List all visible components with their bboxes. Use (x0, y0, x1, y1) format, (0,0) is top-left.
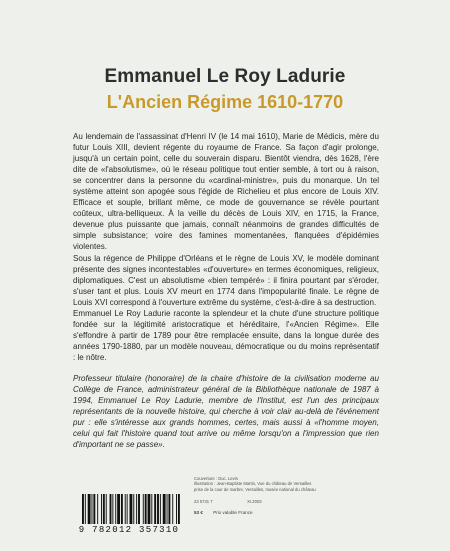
barcode-bar (133, 494, 134, 524)
barcode-bar (88, 494, 91, 524)
barcode-bar (163, 494, 166, 524)
barcode-bar (148, 494, 151, 524)
barcode-bar (157, 494, 159, 524)
barcode-digits: 9 782012 357310 (74, 524, 184, 536)
barcode-bar (151, 494, 152, 524)
barcode-bar (138, 494, 140, 524)
barcode-bar (112, 494, 113, 524)
barcode-bar (143, 494, 144, 524)
barcode-bar (160, 494, 161, 524)
barcode-bar (130, 494, 133, 524)
author-name: Emmanuel Le Roy Ladurie (104, 66, 346, 87)
summary-paragraph-3: Emmanuel Le Roy Ladurie raconte la splendeur et la chute d'une structure politique fondée sur la légitimité aristocratique et héréditaire, l'«Ancien Régime». Elle s'effondre à partir de 1789 pour être remplacée ensuite, dans la longue durée des années 1790-1880, par un modèle nouveau, démocratique ou du moins représentatif : le nôtre. (73, 308, 379, 362)
author-bio: Professeur titulaire (honoraire) de la chaire d'histoire de la civilisation moderne au Collège de France, administrateur général de la Bibliothèque nationale de 1987 à 1994, Emmanuel Le Roy Ladurie, membre de l'Institut, est l'un des principaux représentants de la nouvelle histoire, qui cherche à voir clair au-delà de l'événement pur : elle s'intéresse aux grands hommes, certes, mais aussi à «l'homme moyen, celui qui fait l'histoire quand tout arrive ou même lorsqu'on a l'impression que rien d'important ne se passe». (73, 374, 379, 450)
barcode-bar (85, 494, 86, 524)
price-note: Prix valable France (213, 510, 253, 515)
illustration-credit-line-1: Illustration : Jean-Baptiste Martin, Vue du château de Versailles (194, 481, 312, 487)
barcode-bar (125, 494, 126, 524)
barcode-bar (168, 494, 170, 524)
barcode-bar (103, 494, 105, 524)
barcode-bar (110, 494, 112, 524)
barcode-bar (93, 494, 95, 524)
barcode-bar (117, 494, 120, 524)
credits (194, 476, 394, 492)
edition-code: XI.2003 (247, 499, 262, 504)
cover-credit: Couverture : Duc. Levin (194, 476, 238, 481)
edition-codes (194, 499, 394, 504)
product-code: 23 5731 7 (194, 499, 213, 504)
barcode-bar (97, 494, 98, 524)
barcode-bar (172, 494, 173, 524)
barcode-bar (145, 494, 147, 524)
price-amount: 53 € (194, 510, 203, 515)
barcode-bar (154, 494, 156, 524)
summary-paragraph-1: Au lendemain de l'assassinat d'Henri IV (le 14 mai 1610), Marie de Médicis, mère du futur Louis XIII, devient régente du royaume de France. Sa façon d'agir prolonge, jusqu'à un certain point, celle du souverain disparu. Bientôt viendra, dès 1628, l'ère dite de «l'absolutisme», où le réseau politique tout entier semble, à tort ou à raison, se concentrer dans la personne du «cardinal-ministre», puis du monarque. Un tel système atteint son apogée sous l'égide de Richelieu et plus encore de Louis XIV. Efficace et souple, brillant même, ce mode de gouvernance se révèle pourtant coûteux, ultra-belliqueux. À la veille du décès de Louis XIV, en 1715, la France, devenue plus puissante que jamais, connaît néanmoins de grandes difficultés de simple subsistance; voire des famines momentanées, flanquées d'épidémies violentes. (73, 132, 379, 252)
barcode-bar (176, 494, 177, 524)
barcode-bar (82, 494, 84, 524)
barcode-bar (115, 494, 116, 524)
barcode-bar (127, 494, 128, 524)
book-title: L'Ancien Régime 1610-1770 (106, 92, 344, 112)
summary-text (73, 131, 379, 363)
summary-paragraph-2: Sous la régence de Philippe d'Orléans et le règne de Louis XV, le modèle dominant présente des signes incontestables «d'ouverture» en termes économiques, religieux, diplomatiques. C'est un absolutisme «bien tempéré» : il finira pourtant par s'éroder, s'user tant et plus. Louis XV meurt en 1774 dans l'impopularité finale. Le règne de Louis XVI correspond à l'ouverture extrême du système, c'est-à-dire à sa destruction. (73, 253, 379, 307)
barcode-bar (101, 494, 102, 524)
illustration-credit-line-2: prise de la cour de marbre, Versailles, musée national du château (194, 486, 316, 492)
price-info (194, 510, 394, 515)
barcode-bar (106, 494, 107, 524)
barcode-bar (92, 494, 93, 524)
barcode-bar (136, 494, 137, 524)
barcode-bar (167, 494, 168, 524)
barcode-bar (121, 494, 123, 524)
barcode-bar (178, 494, 180, 524)
